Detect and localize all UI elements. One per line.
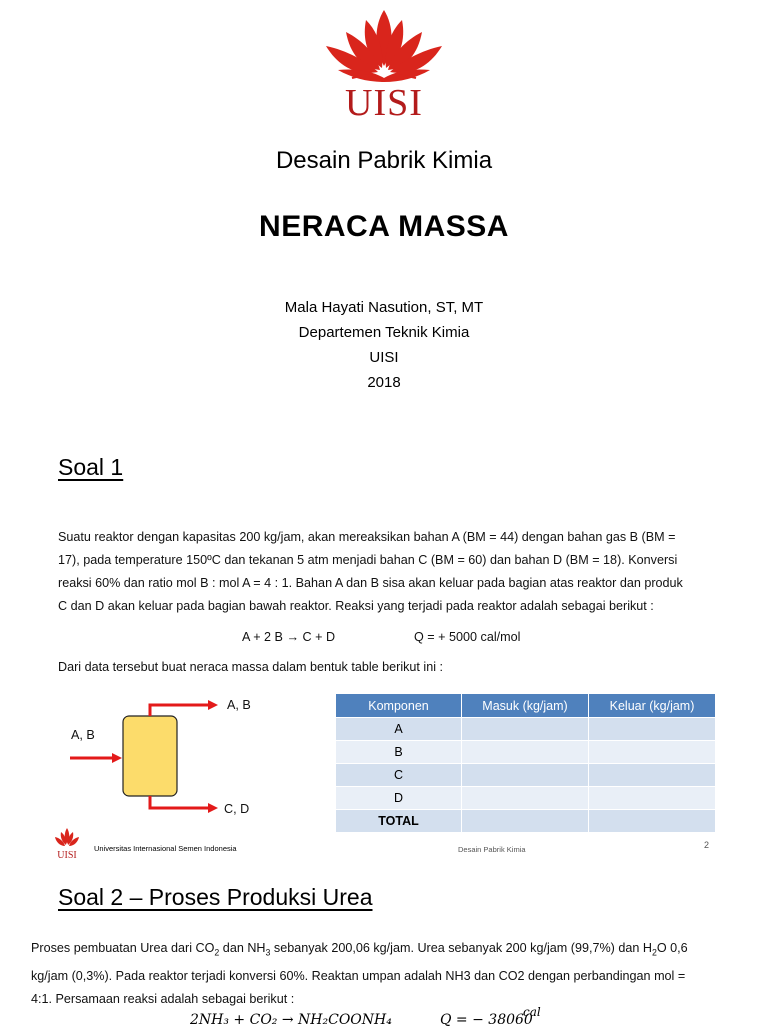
cell-masuk — [462, 764, 589, 787]
table-row — [336, 764, 716, 787]
bottom-outlet-head — [208, 803, 218, 813]
table-row — [336, 741, 716, 764]
row-component: D — [336, 787, 462, 810]
cell-masuk — [462, 741, 589, 764]
header-masuk: Masuk (kg/jam) — [462, 694, 589, 718]
footer-page-number: 2 — [704, 840, 710, 850]
uisi-logo — [308, 8, 460, 124]
author-department: Departemen Teknik Kimia — [298, 324, 470, 341]
row-component: A — [336, 718, 462, 741]
top-outlet-head — [208, 700, 218, 710]
soal1-heading: Soal 1 — [58, 454, 124, 480]
row-component: B — [336, 741, 462, 764]
table-row — [336, 787, 716, 810]
subtitle: Desain Pabrik Kimia — [275, 147, 493, 174]
soal2-line-1: Proses pembuatan Urea dari $CO_2$ dan $NH_3$ sebanyak 200,06 kg/jam. Urea sebanyak 200 kg/jam (99,7%) dan $H_2O$ 0,6 — [31, 941, 688, 958]
inlet-label: A, B — [71, 728, 95, 742]
reaction-heat: Q = + 5000 cal/mol — [414, 630, 521, 644]
row-component: C — [336, 764, 462, 787]
bottom-outlet-label: C, D — [224, 802, 250, 816]
soal1-line-3: reaksi 60% dan ratio mol B : mol A = 4 : 1. Bahan A dan B sisa akan keluar pada bagian atas reaktor dan produk — [58, 576, 683, 590]
page-title: NERACA MASSA — [259, 210, 509, 243]
reaction-equation: A + 2 B → C + D — [242, 630, 336, 644]
header-komponen: Komponen — [336, 694, 462, 718]
footer-logo-icon — [52, 826, 82, 860]
mass-balance-table — [335, 693, 716, 833]
soal1-line-4: C dan D akan keluar pada bagian bawah reaktor. Reaksi yang terjadi pada reaktor adalah sebagai berikut : — [58, 599, 654, 613]
soal1-line-2: 17), pada temperature 150ºC dan tekanan 5 atm menjadi bahan C (BM = 60) dan bahan D (BM = 18). Konversi — [58, 553, 678, 567]
cell-keluar — [589, 764, 716, 787]
soal1-paragraph — [58, 526, 738, 618]
soal2-paragraph — [31, 937, 751, 1011]
soal2-line-2: kg/jam (0,3%). Pada reaktor terjadi konversi 60%. Reaktan umpan adalah NH3 dan CO2 dengan perbandingan mol = — [31, 968, 686, 983]
table-header-row — [336, 694, 716, 718]
logo-text: UISI — [345, 82, 423, 124]
cell-masuk — [462, 810, 589, 833]
urea-equation-unit: cal — [523, 1005, 541, 1019]
top-outlet-line — [150, 705, 210, 716]
footer-logo-text: UISI — [57, 850, 77, 860]
footer-course: Desain Pabrik Kimia — [458, 845, 526, 854]
top-outlet-label: A, B — [227, 698, 251, 712]
urea-equation-q: Q = − 38060 — [440, 1012, 533, 1028]
inlet-arrow-head — [112, 753, 122, 763]
cell-keluar — [589, 741, 716, 764]
lotus-icon — [308, 8, 460, 88]
soal1-line-1: Suatu reaktor dengan kapasitas 200 kg/jam, akan mereaksikan bahan A (BM = 44) dengan bahan gas B (BM = — [58, 530, 676, 544]
cell-keluar — [589, 787, 716, 810]
cell-keluar — [589, 718, 716, 741]
author-year: 2018 — [367, 374, 401, 391]
cell-keluar — [589, 810, 716, 833]
reactor-vessel — [123, 716, 177, 796]
row-component: TOTAL — [336, 810, 462, 833]
footer-university: Universitas Internasional Semen Indonesia — [94, 844, 237, 853]
table-instruction: Dari data tersebut buat neraca massa dalam bentuk table berikut ini : — [58, 660, 444, 674]
table-row-total — [336, 810, 716, 833]
author-institution: UISI — [369, 349, 399, 366]
table-row — [336, 718, 716, 741]
cell-masuk — [462, 718, 589, 741]
header-keluar: Keluar (kg/jam) — [589, 694, 716, 718]
author-name: Mala Hayati Nasution, ST, MT — [284, 299, 484, 316]
soal2-heading: Soal 2 – Proses Produksi Urea — [58, 884, 373, 910]
urea-equation: 2NH₃ + CO₂ → NH₂COONH₄ — [190, 1012, 392, 1028]
cell-masuk — [462, 787, 589, 810]
soal2-line-3: 4:1. Persamaan reaksi adalah sebagai berikut : — [31, 991, 295, 1006]
bottom-outlet-line — [150, 796, 210, 808]
